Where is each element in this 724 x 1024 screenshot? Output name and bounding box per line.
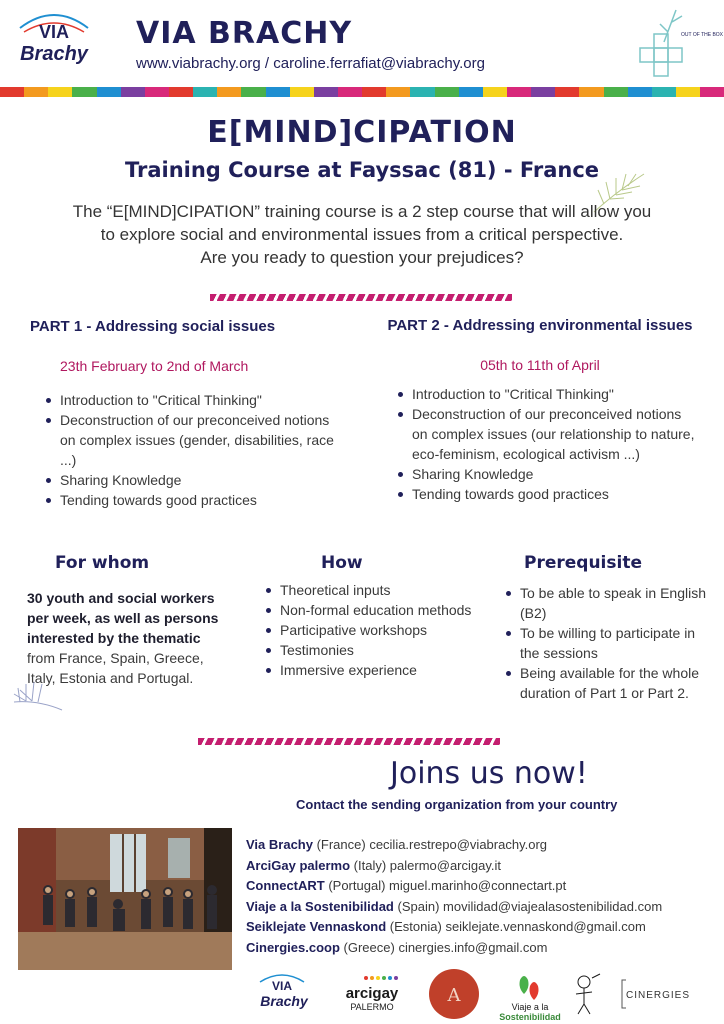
- sostenibilidad-text: Sostenibilidad: [499, 1012, 561, 1022]
- list-item: To be able to speak in English (B2): [504, 583, 714, 623]
- contact-email[interactable]: seiklejate.vennaskond@gmail.com: [445, 919, 646, 935]
- intro-line: The “E[MIND]CIPATION” training course is a 2 step course that will allow you: [72, 202, 652, 221]
- list-item: Tending towards good practices: [44, 490, 344, 510]
- via-brachy-logo: [14, 8, 94, 70]
- stripe-segment: [290, 87, 314, 97]
- stripe-segment: [241, 87, 265, 97]
- prerequisite-list: [504, 583, 714, 703]
- stripe-segment: [410, 87, 434, 97]
- list-item: To be willing to participate in the sessions: [504, 623, 714, 663]
- intro-line: Are you ready to question your prejudices?: [200, 248, 524, 267]
- course-subtitle: Training Course at Fayssac (81) - France: [124, 158, 600, 182]
- stripe-segment: [24, 87, 48, 97]
- part2-list: [396, 384, 696, 504]
- stripe-segment: [266, 87, 290, 97]
- part1-dates: 23th February to 2nd of March: [60, 358, 249, 374]
- logo-text-via: VIA: [38, 22, 70, 42]
- stripe-segment: [386, 87, 410, 97]
- stripe-segment: [507, 87, 531, 97]
- contact-country: (Spain): [393, 898, 444, 914]
- list-item: Deconstruction of our preconceived notions on complex issues (gender, disabilities, race ...): [44, 410, 344, 470]
- contact-row: [246, 938, 722, 959]
- contact-country: (France): [312, 837, 370, 852]
- intro-line: to explore social and environmental issues from a critical perspective.: [100, 225, 624, 244]
- contact-org: Via Brachy: [246, 837, 313, 852]
- cinergies-logo: [622, 980, 690, 1008]
- stripe-segment: [555, 87, 579, 97]
- out-of-the-box-logo: [634, 2, 724, 86]
- connectart-letter: A: [447, 985, 461, 1006]
- list-item: Immersive experience: [264, 660, 474, 680]
- stripe-segment: [0, 87, 24, 97]
- contact-org: Seiklejate Vennaskond: [246, 919, 387, 935]
- viaje-text: Viaje a la: [511, 1002, 549, 1012]
- seiklejate-logo: [576, 974, 600, 1014]
- how-list: [264, 580, 474, 680]
- list-item: Non-formal education methods: [264, 600, 474, 620]
- partner-via-text: VIA: [271, 979, 293, 993]
- contact-email[interactable]: cecilia.restrepo@viabrachy.org: [369, 837, 548, 852]
- stripe-segment: [459, 87, 483, 97]
- how-heading: How: [321, 553, 363, 573]
- stripe-segment: [145, 87, 169, 97]
- stripe-segment: [217, 87, 241, 97]
- contact-row: [246, 917, 722, 938]
- list-item: Introduction to "Critical Thinking": [44, 390, 344, 410]
- stripe-segment: [531, 87, 555, 97]
- partner-brachy-text: Brachy: [260, 993, 308, 1009]
- group-photo: [18, 828, 232, 970]
- for-whom-heading: For whom: [55, 553, 150, 573]
- list-item: Sharing Knowledge: [396, 464, 696, 484]
- contact-country: (Estonia): [386, 919, 446, 935]
- org-title: VIA BRACHY: [136, 16, 353, 51]
- course-intro: [40, 200, 684, 269]
- list-item: Sharing Knowledge: [44, 470, 344, 490]
- stripe-segment: [48, 87, 72, 97]
- list-item: Theoretical inputs: [264, 580, 474, 600]
- dashed-divider: [198, 738, 500, 745]
- contact-country: (Greece): [339, 939, 399, 955]
- contact-email[interactable]: palermo@arcigay.it: [389, 857, 501, 873]
- contact-email[interactable]: miguel.marinho@connectart.pt: [389, 878, 567, 894]
- part1-list: [44, 390, 344, 510]
- via-brachy-partner-logo: [260, 975, 309, 1009]
- contact-country: (Portugal): [324, 878, 390, 894]
- contact-org: Cinergies.coop: [246, 939, 340, 955]
- leaf-icon: [10, 672, 66, 712]
- for-whom-rest: from France, Spain, Greece, Italy, Estonia and Portugal.: [27, 650, 204, 686]
- list-item: Introduction to "Critical Thinking": [396, 384, 696, 404]
- stripe-segment: [193, 87, 217, 97]
- stripe-segment: [579, 87, 603, 97]
- stripe-segment: [169, 87, 193, 97]
- stripe-segment: [338, 87, 362, 97]
- stripe-segment: [604, 87, 628, 97]
- partner-logos: [254, 968, 714, 1022]
- otb-logo-text: OUT OF THE BOX: [680, 32, 724, 38]
- logo-text-brachy: Brachy: [20, 43, 88, 65]
- contact-org: ConnectART: [246, 878, 325, 894]
- list-item: Testimonies: [264, 640, 474, 660]
- contact-cta: Contact the sending organization from your country: [296, 797, 618, 812]
- stripe-segment: [628, 87, 652, 97]
- stripe-segment: [97, 87, 121, 97]
- contact-org: Viaje a la Sostenibilidad: [246, 898, 394, 914]
- contact-org: ArciGay palermo: [246, 857, 351, 873]
- stripe-segment: [72, 87, 96, 97]
- join-heading: Joins us now!: [390, 756, 588, 791]
- list-item: Being available for the whole duration of Part 1 or Part 2.: [504, 663, 714, 703]
- contact-row: [246, 835, 722, 856]
- contact-row: [246, 856, 722, 877]
- arcigay-logo: [346, 976, 399, 1012]
- list-item: Participative workshops: [264, 620, 474, 640]
- arcigay-palermo-text: PALERMO: [350, 1002, 394, 1012]
- stripe-segment: [121, 87, 145, 97]
- dashed-divider: [210, 294, 512, 301]
- stripe-segment: [314, 87, 338, 97]
- contacts-list: [246, 835, 722, 959]
- contact-row: [246, 876, 722, 897]
- color-stripe: [0, 87, 724, 97]
- viaje-sostenibilidad-logo: [499, 976, 561, 1022]
- stripe-segment: [652, 87, 676, 97]
- stripe-segment: [483, 87, 507, 97]
- for-whom-bold: 30 youth and social workers per week, as well as persons interested by the thematic: [27, 590, 219, 646]
- stripe-segment: [435, 87, 459, 97]
- org-contact[interactable]: www.viabrachy.org / caroline.ferrafiat@viabrachy.org: [136, 55, 485, 72]
- list-item: Tending towards good practices: [396, 484, 696, 504]
- part2-title: PART 2 - Addressing environmental issues: [387, 317, 693, 334]
- stripe-segment: [676, 87, 700, 97]
- contact-country: (Italy): [350, 857, 390, 873]
- contact-email[interactable]: cinergies.info@gmail.com: [398, 939, 548, 955]
- stripe-segment: [362, 87, 386, 97]
- stripe-segment: [700, 87, 724, 97]
- cinergies-text: CINERGIES: [625, 990, 691, 1001]
- contact-row: [246, 897, 722, 918]
- part1-title: PART 1 - Addressing social issues: [30, 318, 276, 335]
- connectart-logo: [429, 969, 479, 1019]
- list-item: Deconstruction of our preconceived notions on complex issues (our relationship to nature, eco-feminism, ecological activism ...): [396, 404, 696, 464]
- arcigay-text: arcigay: [345, 985, 399, 1002]
- part2-dates: 05th to 11th of April: [480, 357, 600, 373]
- course-title: E[MIND]CIPATION: [207, 115, 517, 150]
- prerequisite-heading: Prerequisite: [524, 553, 642, 573]
- contact-email[interactable]: movilidad@viajealasostenibilidad.com: [443, 898, 663, 914]
